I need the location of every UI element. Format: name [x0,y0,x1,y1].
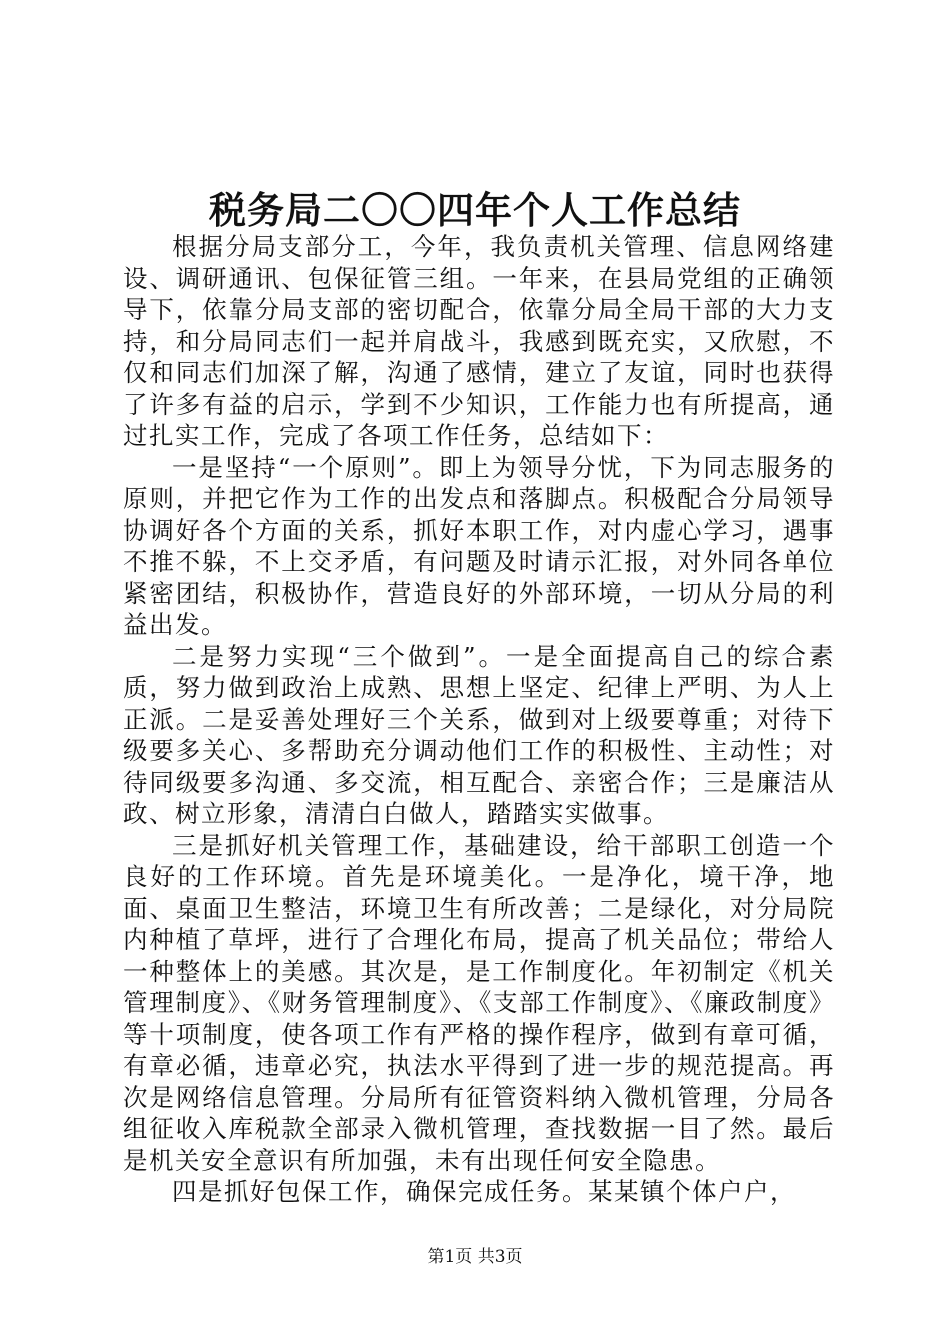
document-title: 税务局二〇〇四年个人工作总结 [209,188,741,232]
paragraph-one-principle: 一是坚持“一个原则”。即上为领导分忧，下为同志服务的原则，并把它作为工作的出发点和落脚点。积极配合分局领导协调好各个方面的关系，抓好本职工作，对内虚心学习，遇事不推不躲，不上交矛盾，有问题及时请示汇报，对外同各单位紧密团结，积极协作，营造良好的外部环境，一切从分局的利益出发。 [123,452,835,639]
document-body [123,231,835,1208]
page-footer: 第1页 共3页 [427,1247,523,1267]
paragraph-guarantee-work: 四是抓好包保工作，确保完成任务。某某镇个体户户， [172,1177,796,1206]
paragraph-office-management: 三是抓好机关管理工作，基础建设，给干部职工创造一个良好的工作环境。首先是环境美化。一是净化，境干净，地面、桌面卫生整洁，环境卫生有所改善；二是绿化，对分局院内种植了草坪，进行了合理化布局，提高了机关品位；带给人一种整体上的美感。其次是，是工作制度化。年初制定《机关管理制度》、《财务管理制度》、《支部工作制度》、《廉政制度》等十项制度，使各项工作有严格的操作程序，做到有章可循，有章必循，违章必究，执法水平得到了进一步的规范提高。再次是网络信息管理。分局所有征管资料纳入微机管理，分局各组征收入库税款全部录入微机管理，查找数据一目了然。最后是机关安全意识有所加强，未有出现任何安全隐患。 [123,830,835,1175]
paragraph-three-achievements: 二是努力实现“三个做到”。一是全面提高自己的综合素质，努力做到政治上成熟、思想上坚定、纪律上严明、为人上正派。二是妥善处理好三个关系，做到对上级要尊重；对待下级要多关心、多帮助充分调动他们工作的积极性、主动性；对待同级要多沟通、多交流，相互配合、亲密合作；三是廉洁从政、树立形象，清清白白做人，踏踏实实做事。 [123,641,835,828]
paragraph-intro: 根据分局支部分工，今年，我负责机关管理、信息网络建设、调研通讯、包保征管三组。一年来，在县局党组的正确领导下，依靠分局支部的密切配合，依靠分局全局干部的大力支持，和分局同志们一起并肩战斗，我感到既充实，又欣慰，不仅和同志们加深了解，沟通了感情，建立了友谊，同时也获得了许多有益的启示，学到不少知识，工作能力也有所提高，通过扎实工作，完成了各项工作任务，总结如下： [123,232,835,450]
